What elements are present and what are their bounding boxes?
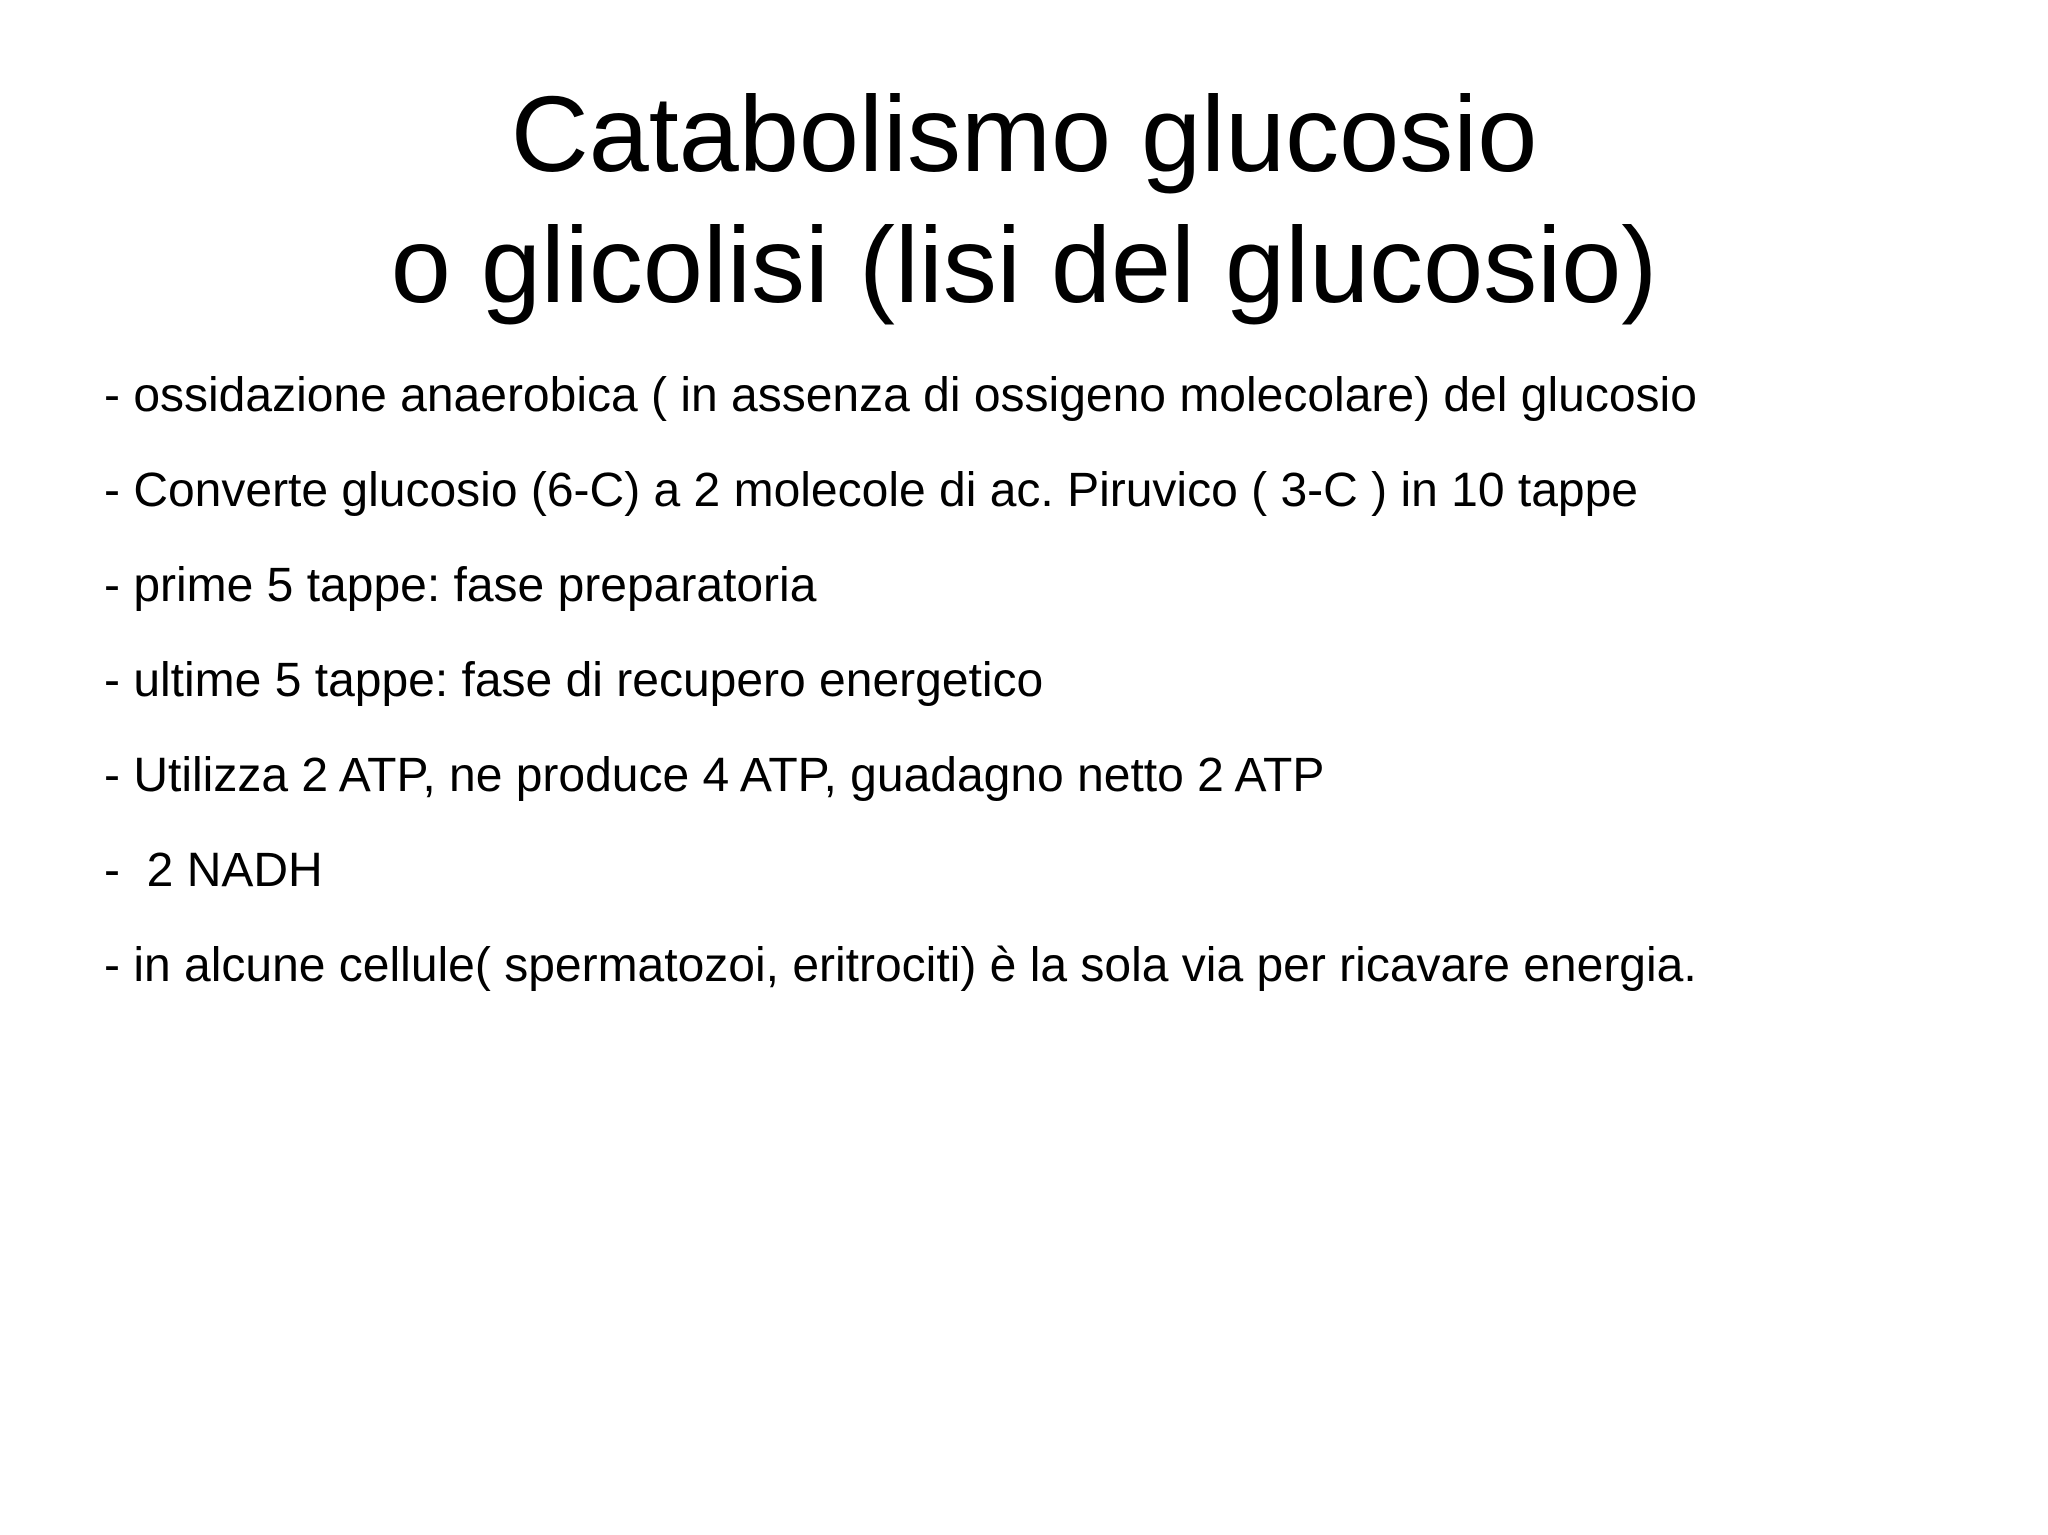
slide-title-line-2: o glicolisi (lisi del glucosio) [390, 204, 1658, 325]
slide-title [0, 68, 2048, 330]
bullet-item-nadh: - 2 NADH [104, 844, 323, 897]
bullet-item-atp: - Utilizza 2 ATP, ne produce 4 ATP, guadagno netto 2 ATP [104, 749, 1325, 802]
bullet-list [104, 368, 2004, 1033]
bullet-item-prime-tappe: - prime 5 tappe: fase preparatoria [104, 559, 817, 612]
bullet-item-ossidazione: - ossidazione anaerobica ( in assenza di ossigeno molecolare) del glucosio [104, 369, 1697, 422]
bullet-item-converte: - Converte glucosio (6-C) a 2 molecole di ac. Piruvico ( 3-C ) in 10 tappe [104, 464, 1638, 517]
bullet-item-ultime-tappe: - ultime 5 tappe: fase di recupero energetico [104, 654, 1044, 707]
bullet-item-cellule: - in alcune cellule( spermatozoi, eritrociti) è la sola via per ricavare energia. [104, 939, 1697, 992]
slide-title-line-1: Catabolismo glucosio [510, 73, 1538, 194]
